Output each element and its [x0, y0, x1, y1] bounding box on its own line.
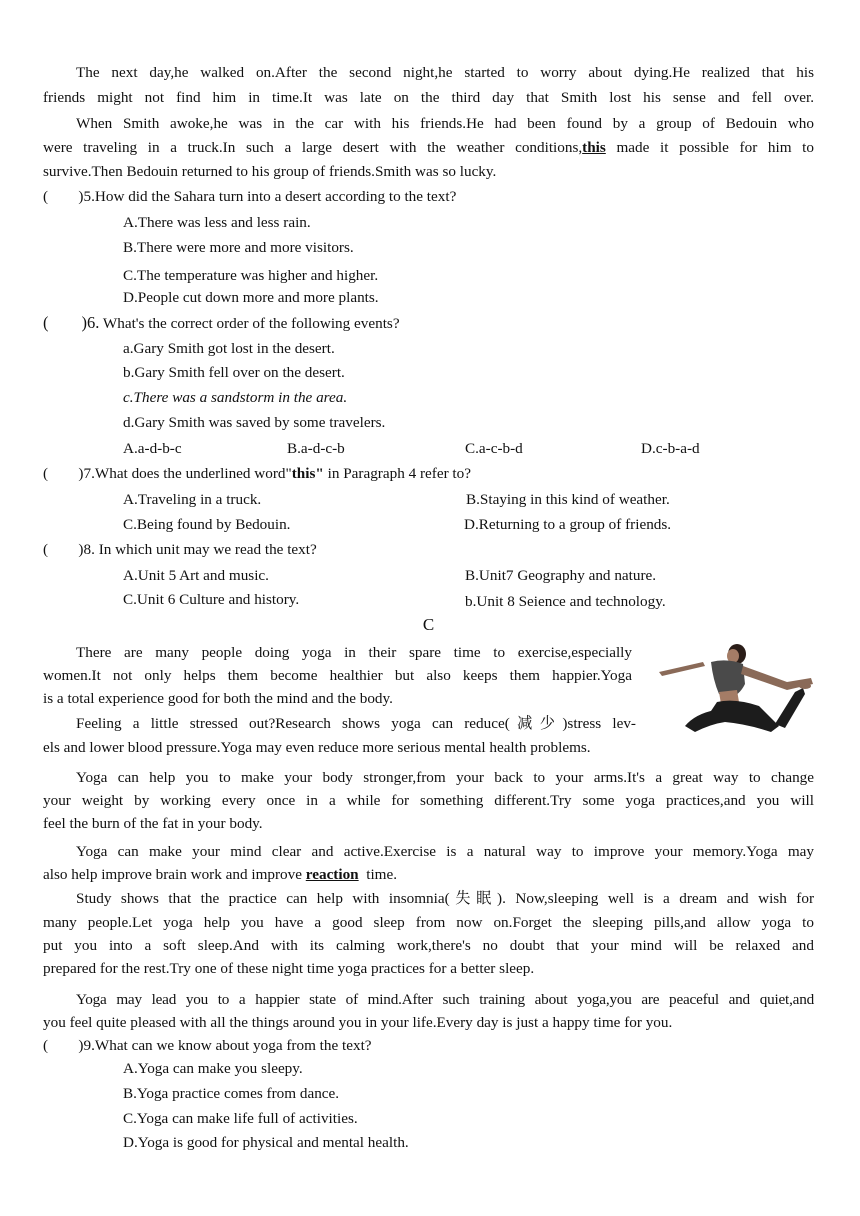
option-b: B.Unit7 Geography and nature.	[465, 567, 657, 584]
option-c: C.a-c-b-d	[465, 440, 523, 457]
paragraph-line: feel the burn of the fat in your body.	[43, 815, 263, 832]
question-stem-end: in Paragraph 4 refer to?	[323, 465, 471, 482]
option-b: B.There were more and more visitors.	[123, 239, 354, 256]
answer-blank[interactable]: ( )	[43, 465, 84, 482]
text-segment: made it possible for him to	[605, 139, 814, 156]
paragraph-line: Yoga can make your mind clear and active.Exercise is a natural way to improve your memory.Yoga may	[76, 843, 814, 860]
answer-blank[interactable]: ( )	[43, 188, 84, 205]
option-a: A.a-d-b-c	[123, 440, 182, 457]
answer-blank[interactable]: ( )	[43, 1037, 84, 1054]
event-b: b.Gary Smith fell over on the desert.	[123, 364, 345, 381]
underlined-word-reaction: reaction	[305, 866, 359, 883]
question-stem: 8. In which unit may we read the text?	[83, 541, 317, 558]
option-d: D.Yoga is good for physical and mental health.	[123, 1134, 409, 1151]
paragraph-line: survive.Then Bedouin returned to his group of friends.Smith was so lucky.	[43, 163, 497, 180]
question-7	[43, 464, 471, 484]
question-stem: 9.What can we know about yoga from the text?	[83, 1037, 372, 1054]
paragraph-line: is a total experience good for both the mind and the body.	[43, 690, 393, 707]
paragraph-line: Study shows that the practice can help with insomnia(失眠). Now,sleeping well is a dream and wish for	[76, 890, 814, 907]
paragraph-line: friends might not find him in time.It was late on the third day that Smith lost his sense and fell over.	[43, 89, 814, 106]
underlined-word-this: this	[582, 139, 606, 156]
event-a: a.Gary Smith got lost in the desert.	[123, 340, 335, 357]
paragraph-line: women.It not only helps them become healthier but also keeps them happier.Yoga	[43, 667, 632, 684]
paragraph-line: Feeling a little stressed out?Research shows yoga can reduce(减少)stress lev-	[76, 715, 636, 732]
paragraph-line: els and lower blood pressure.Yoga may even reduce more serious mental health problems.	[43, 739, 591, 756]
question-9	[43, 1036, 372, 1056]
option-b: B.a-d-c-b	[287, 440, 345, 457]
event-d: d.Gary Smith was saved by some travelers.	[123, 414, 386, 431]
option-c: C.Being found by Bedouin.	[123, 516, 291, 533]
option-c: C.Yoga can make life full of activities.	[123, 1110, 358, 1127]
paragraph-line: Yoga may lead you to a happier state of mind.After such training about yoga,you are peaceful and quiet,and	[76, 991, 814, 1008]
question-6	[43, 313, 400, 334]
option-a: A.Yoga can make you sleepy.	[123, 1060, 303, 1077]
yoga-figure-icon	[655, 640, 817, 736]
option-c: C.Unit 6 Culture and history.	[123, 591, 300, 608]
paragraph-line: The next day,he walked on.After the second night,he started to worry about dying.He realized that his	[76, 64, 814, 81]
paragraph-line: put you into a soft sleep.And with its calming work,there's no doubt that your mind will be relaxed and	[43, 937, 814, 954]
answer-blank[interactable]: ( )	[43, 313, 87, 332]
option-d: D.People cut down more and more plants.	[123, 289, 379, 306]
event-c: c.There was a sandstorm in the area.	[123, 389, 348, 406]
question-number: 6.	[87, 313, 100, 332]
option-a: A.Traveling in a truck.	[123, 491, 262, 508]
paragraph-line: Yoga can help you to make your body stronger,from your back to your arms.It's a great way to change	[76, 769, 814, 786]
paragraph-line: When Smith awoke,he was in the car with his friends.He had been found by a group of Bedouin who	[76, 115, 814, 132]
option-d: D.Returning to a group of friends.	[464, 516, 672, 533]
text-segment: also help improve brain work and improve	[43, 866, 306, 883]
quoted-word: this"	[291, 465, 324, 482]
option-a: A.There was less and less rain.	[123, 214, 311, 231]
answer-blank[interactable]: ( )	[43, 541, 84, 558]
option-b: B.Yoga practice comes from dance.	[123, 1085, 340, 1102]
option-a: A.Unit 5 Art and music.	[123, 567, 269, 584]
paragraph-line: many people.Let yoga help you have a good sleep from now on.Forget the sleeping pills,and allow yoga to	[43, 914, 814, 931]
option-d: b.Unit 8 Seience and technology.	[465, 593, 666, 610]
question-stem: What's the correct order of the following events?	[99, 315, 400, 332]
section-heading: C	[422, 615, 435, 634]
question-8	[43, 540, 317, 560]
question-stem: 5.How did the Sahara turn into a desert according to the text?	[83, 188, 457, 205]
option-d: D.c-b-a-d	[641, 440, 700, 457]
question-stem: 7.What does the underlined word"	[83, 465, 292, 482]
paragraph-line: There are many people doing yoga in their spare time to exercise,especially	[76, 644, 632, 661]
paragraph-line	[43, 865, 397, 885]
option-b: B.Staying in this kind of weather.	[466, 491, 670, 508]
paragraph-line	[43, 138, 814, 158]
option-c: C.The temperature was higher and higher.	[123, 267, 379, 284]
paragraph-line: your weight by working every once in a while for something different.Try some yoga practices,and you will	[43, 792, 814, 809]
paragraph-line: prepared for the rest.Try one of these night time yoga practices for a better sleep.	[43, 960, 535, 977]
text-segment: time.	[358, 866, 398, 883]
text-segment: were traveling in a truck.In such a large desert with the weather conditions,	[43, 139, 583, 156]
yoga-woman-figure	[655, 640, 817, 736]
question-5	[43, 187, 456, 207]
paragraph-line: you feel quite pleased with all the things around you in your life.Every day is just a happy time for you.	[43, 1014, 673, 1031]
